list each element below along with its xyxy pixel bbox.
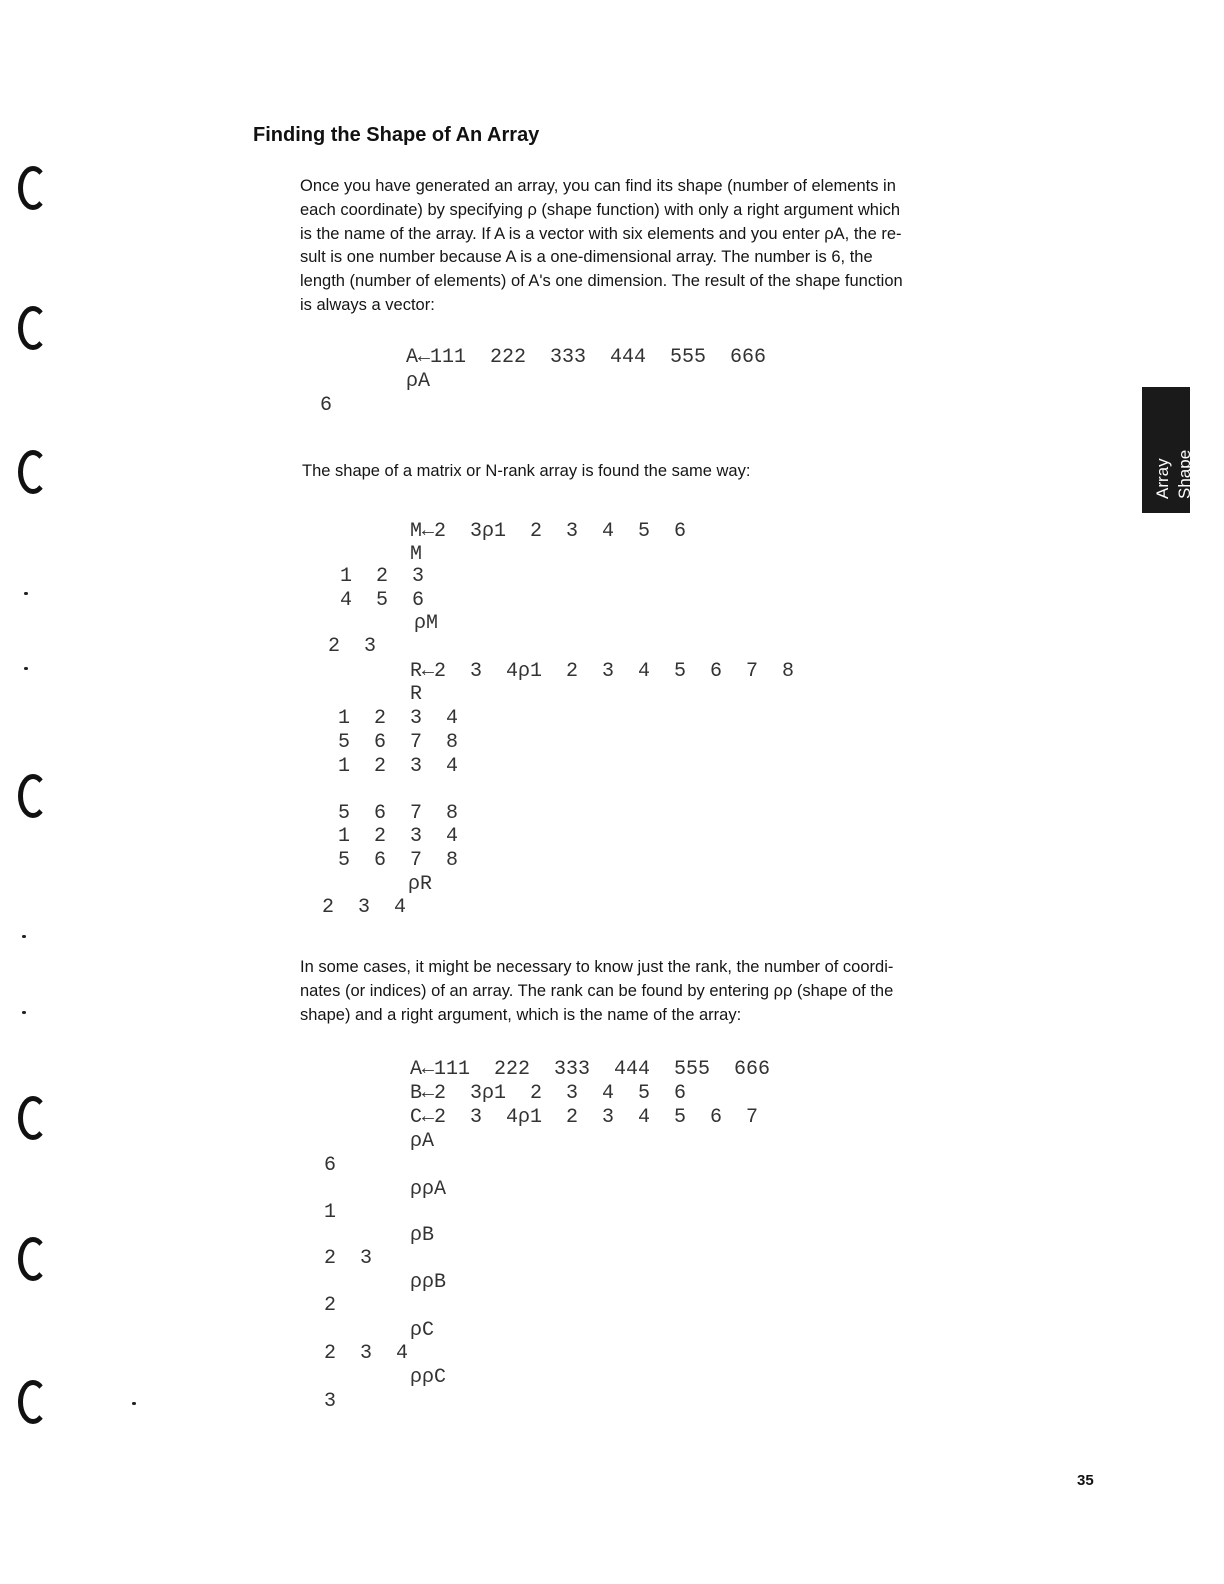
code-input: R [410, 683, 423, 706]
code-input: A←111 222 333 444 555 666 [406, 346, 767, 369]
side-tab-label [1152, 450, 1196, 499]
paragraph-line: nates (or indices) of an array. The rank can be found by entering ρρ (shape of the [300, 981, 894, 1000]
punch-hole-icon [18, 450, 48, 494]
punch-hole-icon [18, 306, 48, 350]
code-output: 4 5 6 [340, 589, 425, 612]
code-input: M [410, 543, 423, 566]
code-output: 2 3 [324, 1247, 373, 1270]
code-input: A←111 222 333 444 555 666 [410, 1058, 771, 1081]
code-output: 2 3 4 [324, 1342, 409, 1365]
punch-hole-icon [18, 774, 48, 818]
punch-hole-icon [18, 166, 48, 210]
code-output: 3 [324, 1390, 337, 1413]
code-output: 5 6 7 8 [338, 731, 459, 754]
rank-paragraph [300, 956, 980, 1027]
side-tab-line: Array [1153, 458, 1172, 499]
code-output: 1 2 3 4 [338, 825, 459, 848]
paragraph-line: is the name of the array. If A is a vector with six elements and you enter ρA, the re- [300, 224, 902, 243]
code-input: ρM [414, 612, 439, 635]
punch-hole-icon [18, 1237, 48, 1281]
paragraph-line: The shape of a matrix or N-rank array is found the same way: [302, 462, 751, 480]
code-output: 1 2 3 [340, 565, 425, 588]
code-output: 1 2 3 4 [338, 707, 459, 730]
code-input: ρB [410, 1224, 435, 1247]
code-output: 2 3 4 [322, 896, 407, 919]
scan-speck [22, 935, 26, 938]
page-number: 35 [1077, 1472, 1094, 1489]
code-input: ρA [406, 370, 431, 393]
code-output: 5 6 7 8 [338, 802, 459, 825]
code-input: ρρC [410, 1366, 447, 1389]
code-input: ρρB [410, 1271, 447, 1294]
code-output: 6 [324, 1154, 337, 1177]
code-input: M←2 3ρ1 2 3 4 5 6 [410, 520, 687, 543]
paragraph-line: is always a vector: [300, 295, 435, 314]
section-heading: Finding the Shape of An Array [253, 124, 540, 146]
side-tab [1142, 387, 1194, 513]
punch-hole-icon [18, 1380, 48, 1424]
code-input: ρR [408, 873, 433, 896]
code-output: 6 [320, 394, 333, 417]
intro-paragraph [300, 175, 980, 318]
scan-speck [24, 667, 28, 670]
scan-speck [22, 1011, 26, 1014]
code-output: 2 3 [328, 635, 377, 658]
code-output: 1 [324, 1201, 337, 1224]
code-input: R←2 3 4ρ1 2 3 4 5 6 7 8 [410, 660, 795, 683]
paragraph-line: sult is one number because A is a one-dimensional array. The number is 6, the [300, 248, 873, 267]
paragraph-line: Once you have generated an array, you can find its shape (number of elements in [300, 177, 896, 195]
code-input: ρA [410, 1130, 435, 1153]
paragraph-line: length (number of elements) of A's one dimension. The result of the shape function [300, 272, 903, 291]
code-output: 2 [324, 1294, 337, 1317]
code-input: ρρA [410, 1178, 447, 1201]
code-output: 5 6 7 8 [338, 849, 459, 872]
code-input: ρC [410, 1319, 435, 1342]
scan-speck [24, 592, 28, 595]
paragraph-line: In some cases, it might be necessary to know just the rank, the number of coordi- [300, 958, 894, 976]
paragraph-line: each coordinate) by specifying ρ (shape function) with only a right argument which [300, 200, 901, 219]
code-input: C←2 3 4ρ1 2 3 4 5 6 7 [410, 1106, 759, 1129]
side-tab-line: Shape [1175, 449, 1194, 499]
paragraph-line: shape) and a right argument, which is the name of the array: [300, 1005, 742, 1024]
code-output: 1 2 3 4 [338, 755, 459, 778]
matrix-paragraph [302, 460, 982, 484]
code-input: B←2 3ρ1 2 3 4 5 6 [410, 1082, 687, 1105]
punch-hole-icon [18, 1096, 48, 1140]
scan-speck [132, 1402, 136, 1405]
